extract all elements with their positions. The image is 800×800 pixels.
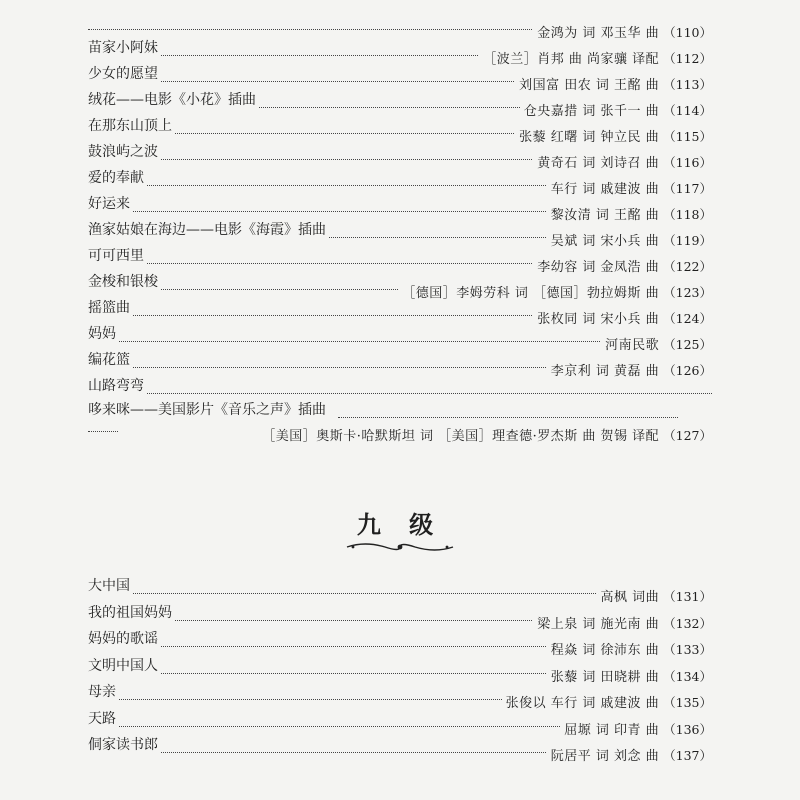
toc-entry[interactable] [88,222,712,248]
toc-entry[interactable] [88,737,712,763]
dot-leader [88,431,118,432]
toc-entry-title: 妈妈 [88,326,116,342]
toc-entry[interactable] [88,144,712,170]
page-number: （131） [663,589,712,604]
credit-text: 刘国富 田农 词 王酩 曲 [519,78,660,93]
credit-text: 程焱 词 徐沛东 曲 [550,643,660,658]
toc-entry-title: 大中国 [88,578,130,594]
toc-entry-credit [258,428,712,445]
toc-entry[interactable] [88,170,712,196]
page-number: （110） [663,25,712,40]
toc-entry-title: 山路弯弯 [88,378,144,394]
toc-entry-long[interactable] [88,402,712,450]
page-number: （125） [663,337,712,352]
toc-entry[interactable] [88,631,712,657]
toc-entry-credit [547,642,712,659]
toc-entry[interactable] [88,378,712,404]
page-number: （114） [663,103,712,118]
toc-entry-title: 我的祖国妈妈 [88,604,172,621]
credit-text: 李京利 词 黄磊 曲 [550,364,660,379]
toc-entry[interactable] [88,711,712,737]
page-number: （137） [663,748,712,763]
page-number: （136） [663,721,712,737]
credit-text: 黄奇石 词 刘诗召 曲 [537,156,660,171]
toc-entry-title: 文明中国人 [88,657,158,674]
page-number: （126） [663,363,712,378]
credit-text: ［德国］李姆劳科 词 ［德国］勃拉姆斯 曲 [402,286,660,301]
credit-text: 仓央嘉措 词 张千一 曲 [523,104,660,119]
toc-entry[interactable] [88,300,712,326]
toc-entry[interactable] [88,92,712,118]
toc-entry[interactable] [88,658,712,684]
credit-text: 阮居平 词 刘念 曲 [550,749,660,764]
credit-text: 车行 词 戚建波 曲 [550,182,660,197]
toc-entry-title: 编花篮 [88,352,130,368]
toc-entry-credit [597,589,713,606]
toc-entry[interactable] [88,605,712,631]
dot-leader [88,393,712,394]
toc-entry[interactable] [88,326,712,352]
page-number: （113） [663,77,712,92]
page-number: （119） [663,233,712,248]
toc-entry-title: 好运来 [88,196,130,212]
credit-text: 张藜 词 田晓耕 曲 [550,669,660,685]
toc-entry[interactable] [88,196,712,222]
credit-text: 屈塬 词 印青 曲 [564,722,660,738]
toc-entry[interactable] [88,66,712,92]
toc-entry[interactable] [88,274,712,300]
toc-entry-title: 鼓浪屿之波 [88,144,158,160]
toc-entry[interactable] [88,578,712,604]
toc-entry-credit [547,748,712,765]
page-number: （116） [663,155,712,170]
page-number: （122） [663,259,712,274]
credit-text: ［波兰］肖邦 曲 尚家骧 译配 [483,52,660,67]
page-number: （115） [663,129,712,144]
page-number: （135） [663,695,712,710]
credit-text: 张藜 红曙 词 钟立民 曲 [519,130,660,145]
toc-entry-title: 爱的奉献 [88,170,144,186]
page-number: （127） [663,428,712,443]
credit-text: 吴斌 词 宋小兵 曲 [550,234,660,249]
credit-text: 梁上泉 词 施光南 曲 [537,616,660,632]
toc-entry-title: 天路 [88,710,116,727]
toc-entry-title: 可可西里 [88,248,144,264]
credit-text: 李幼容 词 金凤浩 曲 [537,260,660,275]
page-number: （134） [663,668,712,684]
credit-text: 河南民歌 [605,338,660,353]
toc-entry-title: 在那东山顶上 [88,118,172,134]
credit-text: 张俊以 车行 词 戚建波 曲 [505,696,660,711]
toc-entry-title: 苗家小阿妹 [88,40,158,56]
toc-entry[interactable] [88,248,712,274]
toc-entry[interactable] [88,40,712,66]
dot-leader [338,417,678,418]
credit-text: 张枚同 词 宋小兵 曲 [537,312,660,327]
section-title: 九 级 [356,510,444,539]
toc-entry[interactable] [88,118,712,144]
ornament-flourish-icon [345,540,455,554]
toc-entry-title: 侗家读书郎 [88,737,158,753]
toc-entry-credit [533,616,712,633]
credit-text: 金鸿为 词 邓玉华 曲 [537,26,660,41]
page-number: （123） [663,285,712,300]
toc-entry-title: 摇篮曲 [88,300,130,316]
credit-text: 黎汝清 词 王酩 曲 [550,208,660,223]
toc-entry-title: 妈妈的歌谣 [88,631,158,647]
section-heading [0,510,800,554]
toc-entry-credit [502,695,712,712]
page-number: （124） [663,311,712,326]
toc-entry-title: 少女的愿望 [88,66,158,82]
toc-entry-title: 金梭和银梭 [88,274,158,290]
toc-entry[interactable] [88,352,712,378]
toc-entry-title: 绒花——电影《小花》插曲 [88,92,256,108]
toc-entry[interactable] [88,684,712,710]
toc-entry-credit [560,722,712,739]
toc-entry-title: 哆来咪——美国影片《音乐之声》插曲 [88,402,326,418]
credit-text: ［美国］奥斯卡·哈默斯坦 词 ［美国］理查德·罗杰斯 曲 贺锡 译配 [262,429,660,444]
toc-entry-credit [547,669,712,686]
credit-text: 高枫 词曲 [600,590,660,605]
page-number: （133） [663,642,712,657]
toc-entry-title: 渔家姑娘在海边——电影《海霞》插曲 [88,222,326,238]
page-number: （112） [663,51,712,66]
page-number: （117） [663,181,712,196]
page-number: （118） [663,207,712,222]
page-number: （132） [663,615,712,631]
toc-entry[interactable] [88,14,712,40]
toc-entry-title: 母亲 [88,684,116,700]
